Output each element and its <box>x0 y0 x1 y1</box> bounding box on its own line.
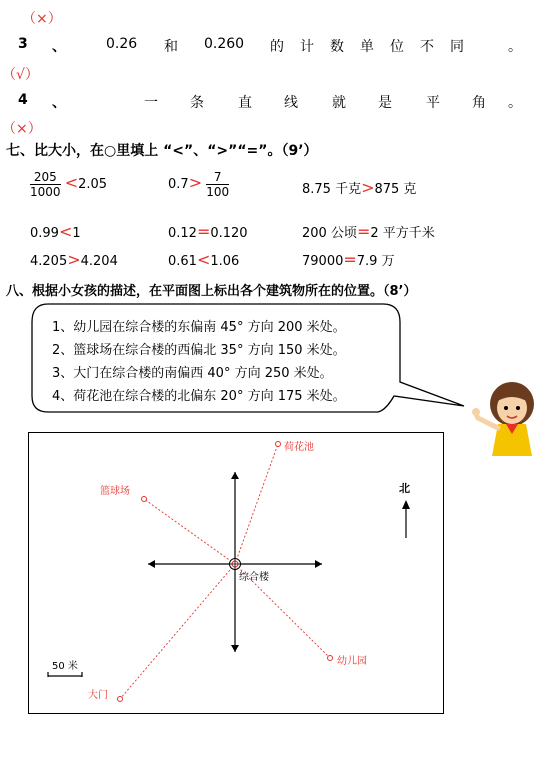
question-4-separator: 、 <box>52 95 66 111</box>
fraction-numerator: 7 <box>206 170 229 185</box>
q3-word-4: 的 <box>270 39 284 55</box>
fraction-7-100 <box>206 170 229 199</box>
q3-word-3: 0.260 <box>204 36 245 52</box>
compare-right: 1.06 <box>210 254 240 269</box>
compare-symbol: < <box>196 250 211 269</box>
q3-word-9: 不 <box>420 39 434 55</box>
q4-word-2: 条 <box>190 95 204 111</box>
compare-right: 2 平方千米 <box>370 226 435 241</box>
compare-symbol: = <box>343 250 357 269</box>
compare-symbol: < <box>64 173 79 192</box>
q3-word-10: 同 <box>450 39 464 55</box>
gate-point <box>118 697 123 702</box>
q3-word-1: 0.26 <box>106 36 138 52</box>
q4-word-8: 角 <box>472 95 486 111</box>
girl-illustration <box>468 378 548 456</box>
q4-word-9: 。 <box>508 95 522 111</box>
scale-label: 50 米 <box>52 661 78 672</box>
compare-8 <box>168 250 239 269</box>
lotus-pond-point <box>276 442 281 447</box>
compare-right: 4.204 <box>80 254 118 269</box>
q4-word-5: 就 <box>332 95 346 111</box>
compare-symbol: = <box>356 222 371 241</box>
q3-word-11: 。 <box>508 39 522 55</box>
question-3-separator: 、 <box>52 39 66 55</box>
compare-left: 8.75 千克 <box>302 182 362 197</box>
bubble-line-2: 2、篮球场在综合楼的西偏北 35° 方向 150 米处。 <box>52 343 346 358</box>
gate-label: 大门 <box>88 690 108 701</box>
compare-9 <box>302 250 395 269</box>
question-3 <box>18 36 548 56</box>
q3-word-6: 数 <box>330 39 344 55</box>
fraction-numerator: 205 <box>30 170 61 185</box>
compare-left: 4.205 <box>30 254 68 269</box>
q4-word-4: 线 <box>284 95 298 111</box>
answer-mark-right: （√） <box>2 67 39 83</box>
compare-7 <box>30 250 118 269</box>
fraction-denominator: 100 <box>206 185 230 199</box>
compare-symbol: = <box>196 222 211 241</box>
question-4-number: 4 <box>18 92 28 108</box>
basketball-court-label: 篮球场 <box>100 486 130 497</box>
compare-symbol: > <box>188 173 203 192</box>
compare-3 <box>302 178 416 197</box>
q3-word-7: 单 <box>360 39 374 55</box>
question-4 <box>18 92 548 112</box>
compare-right: 7.9 万 <box>356 254 395 269</box>
compare-left: 200 公顷 <box>302 226 357 241</box>
compare-4 <box>30 222 81 241</box>
q4-word-1: 一 <box>144 95 158 111</box>
compare-left: 79000 <box>302 254 344 269</box>
compare-left: 0.12 <box>168 226 197 241</box>
compare-left: 0.7 <box>168 177 189 192</box>
compare-left: 0.61 <box>168 254 197 269</box>
compare-symbol: > <box>361 178 375 197</box>
kindergarten-point <box>328 656 333 661</box>
bubble-line-3: 3、大门在综合楼的南偏西 40° 方向 250 米处。 <box>52 366 333 381</box>
compare-right: 0.120 <box>210 226 248 241</box>
q3-word-5: 计 <box>300 39 314 55</box>
compare-right: 1 <box>72 226 81 241</box>
map <box>28 432 444 714</box>
compare-2 <box>168 170 229 199</box>
compare-symbol: < <box>58 222 73 241</box>
kindergarten-label: 幼儿园 <box>337 656 367 667</box>
section-7-title: 七、比大小，在○里填上 “<”、“>”“=”。（9’） <box>6 143 318 159</box>
compare-left: 0.99 <box>30 226 59 241</box>
bubble-line-1: 1、幼儿园在综合楼的东偏南 45° 方向 200 米处。 <box>52 320 346 335</box>
answer-mark-wrong-2: （×） <box>2 121 42 137</box>
fraction-205-1000 <box>30 170 61 199</box>
q3-word-2: 和 <box>164 39 178 55</box>
compare-symbol: > <box>67 250 81 269</box>
fraction-denominator: 1000 <box>30 185 61 199</box>
center-building-label: 综合楼 <box>239 572 269 583</box>
q4-word-6: 是 <box>378 95 392 111</box>
compare-6 <box>302 222 435 241</box>
q3-word-8: 位 <box>390 39 404 55</box>
basketball-court-point <box>142 497 147 502</box>
section-8-title: 八、根据小女孩的描述，在平面图上标出各个建筑物所在的位置。（8’） <box>6 284 417 299</box>
q4-word-7: 平 <box>426 95 440 111</box>
bubble-line-4: 4、荷花池在综合楼的北偏东 20° 方向 175 米处。 <box>52 389 346 404</box>
q4-word-3: 直 <box>238 95 252 111</box>
compare-right: 2.05 <box>78 177 108 192</box>
north-label: 北 <box>399 482 410 495</box>
compare-1 <box>30 170 107 199</box>
answer-mark-wrong-1: （×） <box>22 11 62 27</box>
question-3-number: 3 <box>18 36 28 52</box>
lotus-pond-label: 荷花池 <box>284 442 314 453</box>
compare-5 <box>168 222 248 241</box>
compare-right: 875 克 <box>374 182 417 197</box>
